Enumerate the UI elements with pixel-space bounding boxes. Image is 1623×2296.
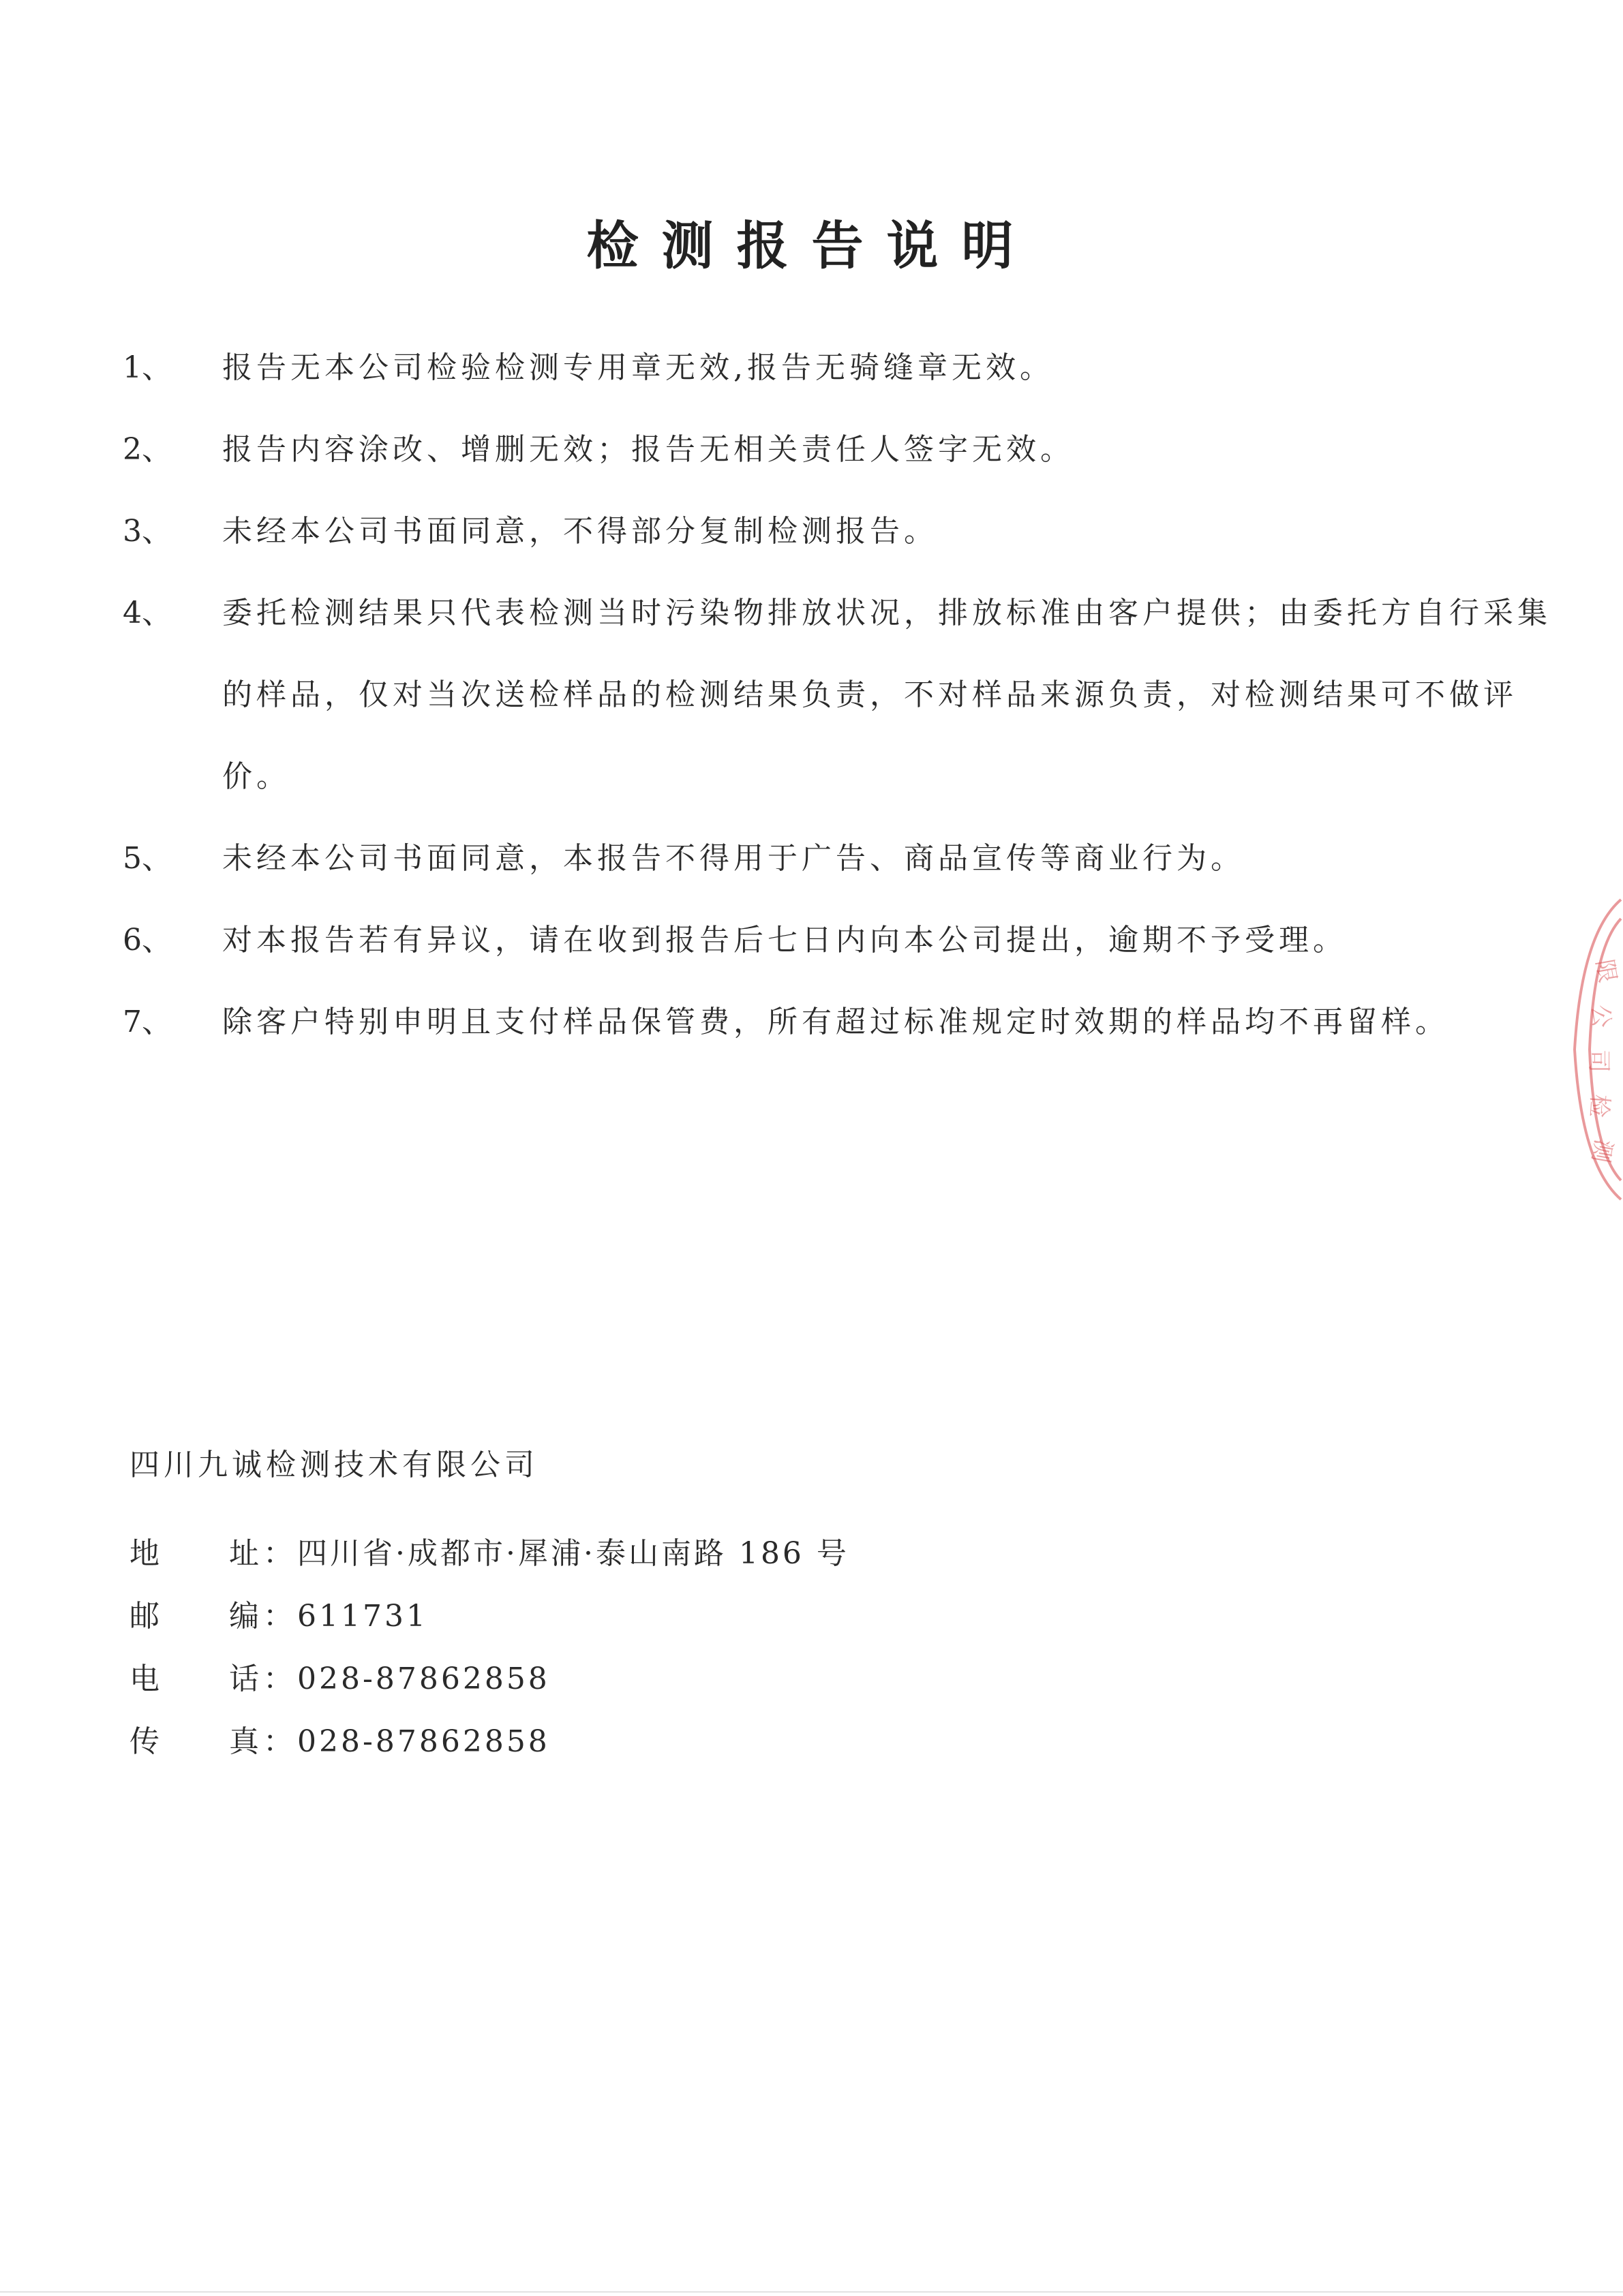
page-title: 检测报告说明 [586,215,1037,276]
company-name: 四川九诚检测技术有限公司 [130,1448,539,1482]
bottom-border [0,2291,1623,2293]
address-label-char-2: 址 [229,1536,259,1571]
svg-text:限: 限 [1590,957,1622,985]
svg-text:检: 检 [1584,1093,1613,1119]
note-number: 2、 [123,432,172,467]
note-text: 对本报告若有异议，请在收到报告后七日内向本公司提出，逾期不予受理。 [222,923,1347,958]
note-text: 未经本公司书面同意，本报告不得用于广告、商品宣传等商业行为。 [222,841,1245,876]
note-number: 6、 [123,923,172,958]
note-number: 7、 [123,1005,172,1039]
note-number: 1、 [123,350,172,385]
fax-label-char-2: 真 [229,1724,259,1759]
note-text: 委托检测结果只代表检测当时污染物排放状况，排放标准由客户提供；由委托方自行采集的样品，仅对当次送检样品的检测结果负责，不对样品来源负责，对检测结果可不做评价。 [222,596,1551,794]
note-number: 3、 [123,514,172,549]
phone-label-char-2: 话 [229,1662,259,1696]
phone-value: 028-87862858 [297,1662,550,1696]
postcode-colon: ： [263,1599,293,1634]
postcode-label-char-2: 编 [229,1599,259,1634]
seam-stamp-icon [1568,886,1623,1213]
address-colon: ： [263,1536,293,1571]
fax-colon: ： [263,1724,293,1759]
note-text: 报告无本公司检验检测专用章无效,报告无骑缝章无效。 [222,350,1054,385]
note-text: 报告内容涂改、增删无效；报告无相关责任人签字无效。 [222,432,1074,467]
postcode-label-char-1: 邮 [130,1599,160,1634]
note-text: 未经本公司书面同意，不得部分复制检测报告。 [222,514,938,549]
postcode-value: 611731 [297,1599,428,1634]
svg-text:公: 公 [1586,1003,1616,1029]
address-label-char-1: 地 [130,1536,160,1571]
fax-value: 028-87862858 [297,1724,550,1759]
phone-label-char-1: 电 [130,1662,160,1696]
note-number: 5、 [123,841,172,876]
svg-text:测: 测 [1586,1137,1618,1165]
address-value: 四川省·成都市·犀浦·泰山南路 186 号 [297,1536,849,1571]
svg-text:司: 司 [1585,1050,1612,1073]
phone-colon: ： [263,1662,293,1696]
fax-label-char-1: 传 [130,1724,160,1759]
note-number: 4、 [123,596,172,630]
note-text: 除客户特别申明且支付样品保管费，所有超过标准规定时效期的样品均不再留样。 [222,1005,1449,1039]
